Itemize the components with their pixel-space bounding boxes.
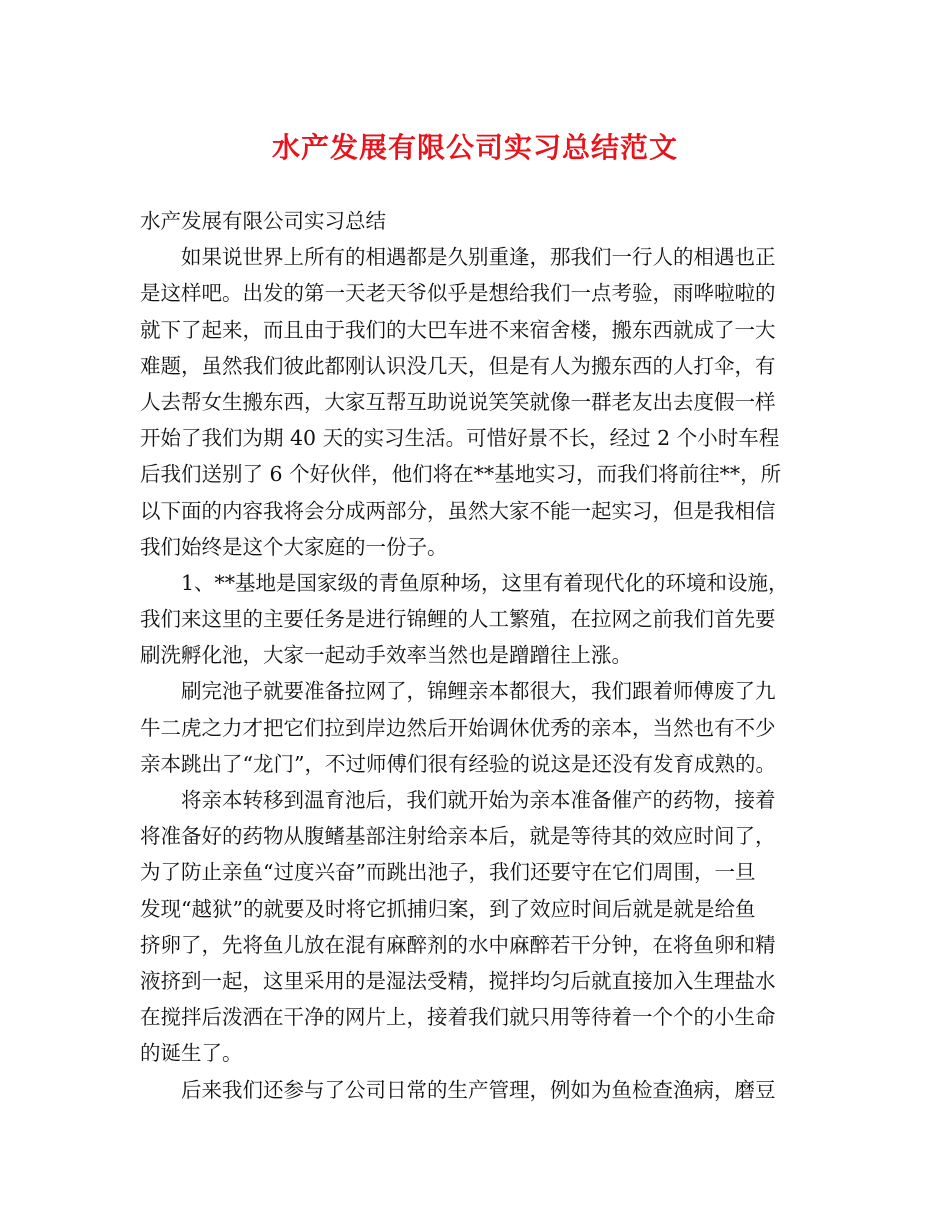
- text-line: 刷洗孵化池，大家一起动手效率当然也是蹭蹭往上涨。: [140, 643, 632, 668]
- text-line: 液挤到一起，这里采用的是湿法受精，搅拌均匀后就直接加入生理盐水: [140, 968, 776, 993]
- text-line: 是这样吧。出发的第一天老天爷似乎是想给我们一点考验，雨哗啦啦的: [140, 281, 776, 306]
- text-line: 难题，虽然我们彼此都刚认识没几天，但是有人为搬东西的人打伞，有: [140, 353, 776, 378]
- text-line: 亲本跳出了“龙门”，不过师傅们很有经验的说这是还没有发育成熟的。: [140, 751, 776, 776]
- text-line: 将亲本转移到温育池后，我们就开始为亲本准备催产的药物，接着: [181, 788, 776, 812]
- text-line: 以下面的内容我将会分成两部分，虽然大家不能一起实习，但是我相信: [140, 498, 776, 523]
- text-line: 1、**基地是国家级的青鱼原种场，这里有着现代化的环境和设施，: [181, 570, 789, 595]
- text-line: 就下了起来，而且由于我们的大巴车进不来宿舍楼，搬东西就成了一大: [140, 317, 776, 342]
- text-line: 如果说世界上所有的相遇都是久别重逢，那我们一行人的相遇也正: [181, 245, 776, 270]
- document-subtitle: 水产发展有限公司实习总结: [140, 209, 386, 233]
- text-line: 将准备好的药物从腹鳍基部注射给亲本后，就是等待其的效应时间了，: [140, 824, 776, 849]
- text-line: 我们始终是这个大家庭的一份子。: [140, 534, 448, 559]
- text-line: 开始了我们为期 40 天的实习生活。可惜好景不长，经过 2 个小时车程: [140, 426, 780, 451]
- text-line: 的诞生了。: [140, 1041, 243, 1066]
- text-line: 后我们送别了 6 个好伙伴，他们将在**基地实习，而我们将前往**，所: [140, 462, 782, 487]
- text-line: 挤卵了，先将鱼儿放在混有麻醉剂的水中麻醉若干分钟，在将鱼卵和精: [140, 932, 776, 957]
- text-line: 刷完池子就要准备拉网了，锦鲤亲本都很大，我们跟着师傅废了九: [181, 679, 776, 704]
- text-line: 我们来这里的主要任务是进行锦鲤的人工繁殖，在拉网之前我们首先要: [140, 607, 776, 632]
- text-line: 发现“越狱”的就要及时将它抓捕归案，到了效应时间后就是就是给鱼: [140, 896, 756, 921]
- text-line: 牛二虎之力才把它们拉到岸边然后开始调休优秀的亲本，当然也有不少: [140, 715, 776, 740]
- document-body: [140, 203, 820, 1108]
- paragraph-lines: [140, 239, 820, 1108]
- text-line: 为了防止亲鱼“过度兴奋”而跳出池子，我们还要守在它们周围，一旦: [140, 860, 756, 885]
- text-line: 在搅拌后泼洒在干净的网片上，接着我们就只用等待着一个个的小生命: [140, 1005, 776, 1030]
- document-title: 水产发展有限公司实习总结范文: [271, 131, 678, 164]
- text-line: 后来我们还参与了公司日常的生产管理，例如为鱼检查渔病，磨豆: [181, 1077, 776, 1102]
- text-line: 人去帮女生搬东西，大家互帮互助说说笑笑就像一群老友出去度假一样: [140, 389, 776, 414]
